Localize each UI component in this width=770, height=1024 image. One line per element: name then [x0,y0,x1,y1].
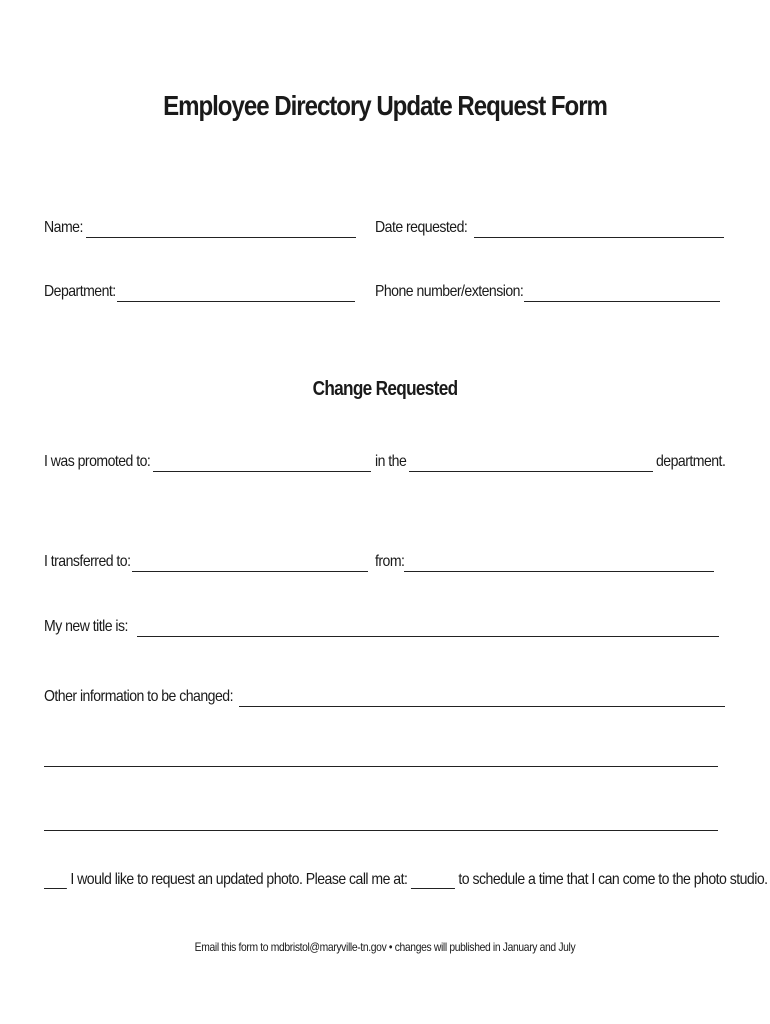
section-heading: Change Requested [312,378,458,400]
in-the-label: in the [375,453,407,470]
department-input[interactable] [117,283,355,302]
form-title: Employee Directory Update Request Form [163,90,607,121]
other-info-input[interactable] [239,688,725,707]
name-label: Name: [44,219,83,236]
promoted-label: I was promoted to: [44,453,151,470]
promoted-dept-row [375,450,734,472]
footer-instructions: Email this form to mdbristol@maryville-tn.gov • changes will published in January and July [194,940,576,954]
promoted-row [44,450,374,472]
phone-label: Phone number/extension: [375,283,524,300]
department-label: Department: [44,283,116,300]
other-info-line-3[interactable] [44,830,718,831]
new-title-row [44,615,722,637]
new-title-label: My new title is: [44,618,128,635]
photo-request-text-before: I would like to request an updated photo. Please call me at: [70,871,408,888]
from-label: from: [375,553,405,570]
transferred-label: I transferred to: [44,553,131,570]
department-suffix-label: department. [655,453,725,470]
name-input[interactable] [86,219,356,238]
transferred-to-input[interactable] [132,553,368,572]
name-row [44,216,359,238]
promoted-department-input[interactable] [409,453,653,472]
photo-request-checkbox-line[interactable] [44,870,67,889]
photo-phone-input[interactable] [411,870,455,889]
new-title-input[interactable] [137,618,719,637]
transferred-from-row [375,550,717,572]
transferred-row [44,550,371,572]
date-requested-row [375,216,727,238]
promoted-title-input[interactable] [153,453,371,472]
transferred-from-input[interactable] [404,553,714,572]
other-info-row [44,685,728,707]
department-row [44,280,358,302]
photo-request-text-after: to schedule a time that I can come to the photo studio. [458,871,768,888]
date-requested-label: Date requested: [375,219,468,236]
other-info-line-2[interactable] [44,766,718,767]
phone-row [375,280,723,302]
photo-request-row [44,870,768,889]
phone-input[interactable] [524,283,720,302]
date-requested-input[interactable] [474,219,724,238]
other-info-label: Other information to be changed: [44,688,233,705]
